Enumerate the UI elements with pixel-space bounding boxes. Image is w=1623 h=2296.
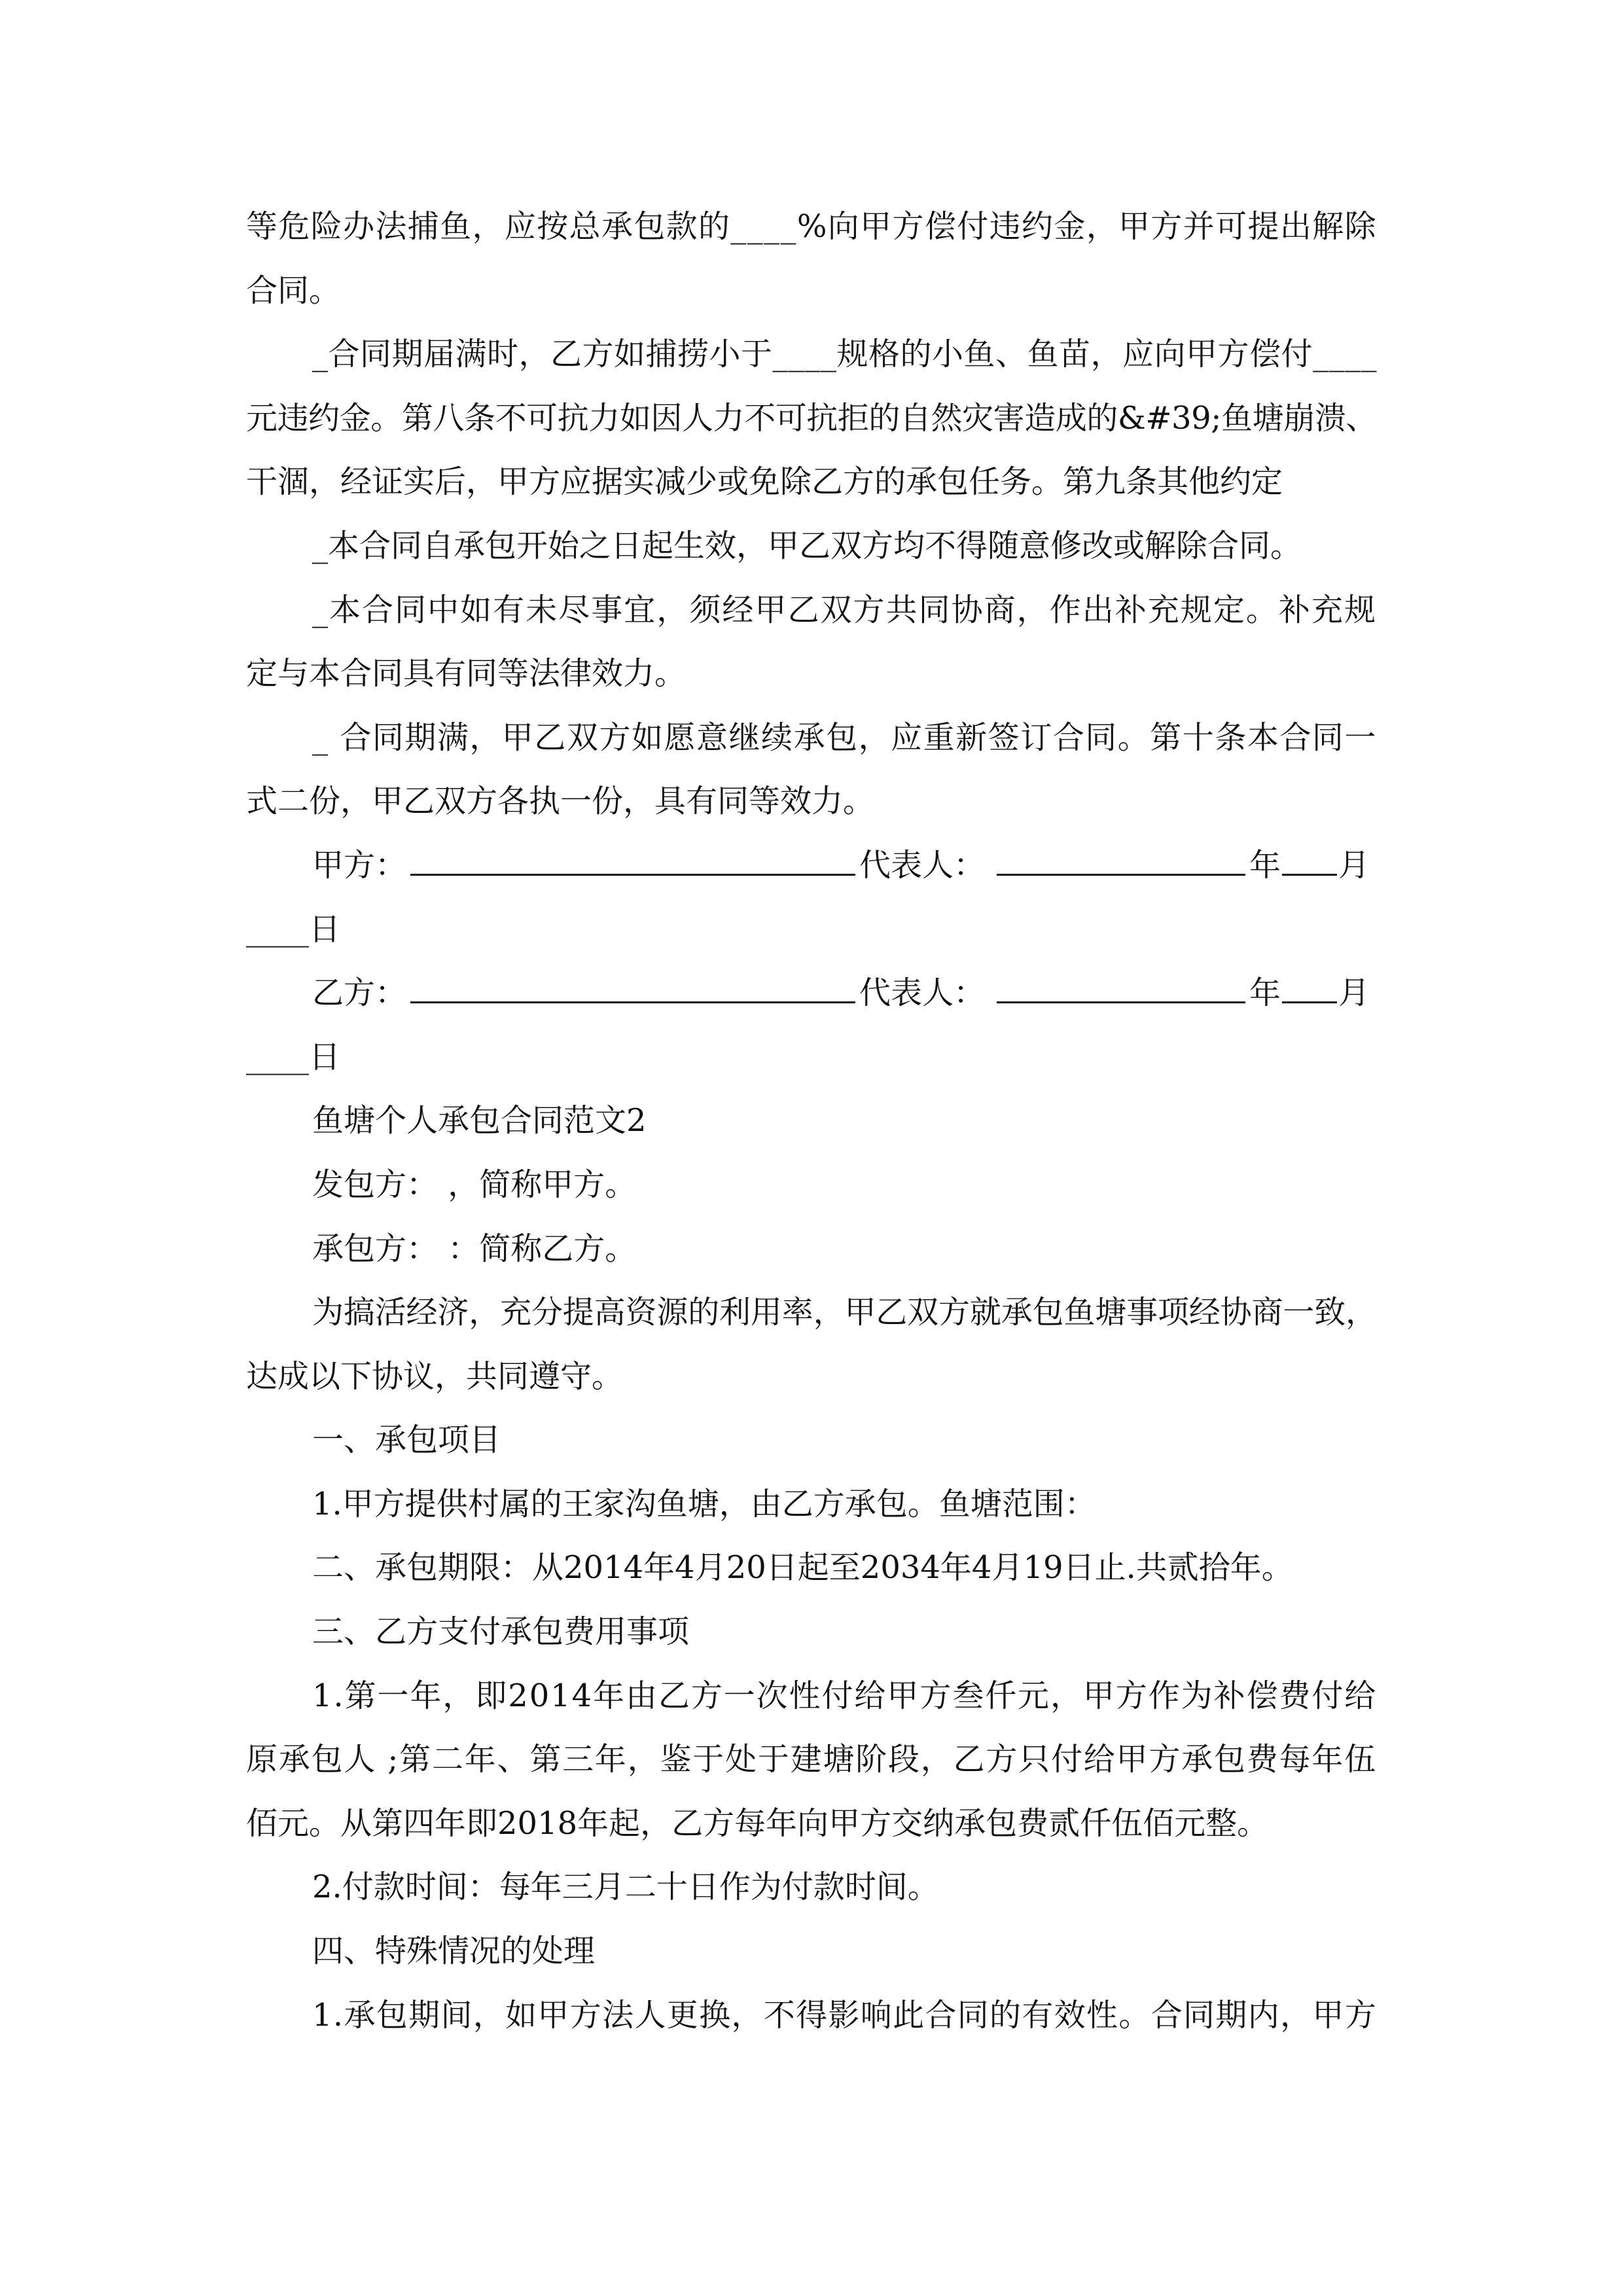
paragraph-line: 干涸，经证实后，甲方应据实减少或免除乙方的承包任务。第九条其他约定 <box>246 463 1283 501</box>
paragraph-line: 合同。 <box>246 272 341 309</box>
section-title: 鱼塘个人承包合同范文2 <box>312 1102 647 1139</box>
paragraph-line: 式二份，甲乙双方各执一份，具有同等效力。 <box>246 783 875 820</box>
party-label: 甲方： <box>312 846 407 884</box>
paragraph-line: _本合同中如有未尽事宜，须经甲乙双方共同协商，作出补充规定。补充规 <box>312 591 1377 628</box>
paragraph-line: _ 合同期满，甲乙双方如愿意继续承包，应重新签订合同。第十条本合同一 <box>312 719 1377 756</box>
rep-label: 代表人： <box>859 846 986 884</box>
rep-name-blank <box>997 975 1245 1003</box>
paragraph-line: 元违约金。第八条不可抗力如因人力不可抗拒的自然灾害造成的&#39;鱼塘崩溃、 <box>246 399 1377 437</box>
paragraph-line: 等危险办法捕鱼，应按总承包款的____%向甲方偿付违约金，甲方并可提出解除 <box>246 208 1377 245</box>
document-page <box>246 195 1377 2047</box>
month-label: 月 <box>1338 975 1370 1012</box>
paragraph-line: 原承包人 ;第二年、第三年，鉴于处于建塘阶段，乙方只付给甲方承包费每年伍 <box>246 1741 1377 1778</box>
paragraph-line: 2.付款时间：每年三月二十日作为付款时间。 <box>312 1869 939 1906</box>
clause-heading: 一、承包项目 <box>312 1422 501 1459</box>
paragraph-line: 承包方： ：简称乙方。 <box>312 1230 637 1267</box>
clause-heading: 二、承包期限：从2014年4月20日起至2034年4月19日止.共贰拾年。 <box>312 1549 1293 1587</box>
date-day-line: ____日 <box>246 910 341 948</box>
paragraph-line: 为搞活经济，充分提高资源的利用率，甲乙双方就承包鱼塘事项经协商一致， <box>312 1294 1377 1331</box>
month-blank <box>1282 975 1337 1003</box>
paragraph-line: 1.甲方提供村属的王家沟鱼塘，由乙方承包。鱼塘范围： <box>312 1485 1096 1522</box>
paragraph-line: _本合同自承包开始之日起生效，甲乙双方均不得随意修改或解除合同。 <box>312 527 1302 564</box>
paragraph-line: 发包方： ，简称甲方。 <box>312 1166 637 1203</box>
paragraph-line: 定与本合同具有同等法律效力。 <box>246 655 687 692</box>
signature-line-party-b <box>246 961 1377 1026</box>
rep-label: 代表人： <box>859 975 986 1012</box>
year-label: 年 <box>1249 975 1281 1012</box>
signature-line-party-a <box>246 834 1377 898</box>
party-name-blank <box>410 975 855 1003</box>
month-label: 月 <box>1338 846 1370 884</box>
party-name-blank <box>410 848 855 876</box>
date-day-line: ____日 <box>246 1038 341 1075</box>
party-label: 乙方： <box>312 975 407 1012</box>
clause-heading: 三、乙方支付承包费用事项 <box>312 1613 690 1651</box>
year-label: 年 <box>1249 846 1281 884</box>
rep-name-blank <box>997 848 1245 876</box>
paragraph-line: 佰元。从第四年即2018年起，乙方每年向甲方交纳承包费贰仟伍佰元整。 <box>246 1804 1269 1842</box>
paragraph-line: 1.承包期间，如甲方法人更换，不得影响此合同的有效性。合同期内，甲方 <box>312 1996 1378 2034</box>
month-blank <box>1282 848 1337 876</box>
paragraph-line: _合同期届满时，乙方如捕捞小于____规格的小鱼、鱼苗，应向甲方偿付____ <box>312 336 1378 373</box>
paragraph-line: 1.第一年，即2014年由乙方一次性付给甲方叁仟元，甲方作为补偿费付给 <box>312 1677 1378 1714</box>
paragraph-line: 达成以下协议，共同遵守。 <box>246 1357 624 1395</box>
clause-heading: 四、特殊情况的处理 <box>312 1933 596 1970</box>
